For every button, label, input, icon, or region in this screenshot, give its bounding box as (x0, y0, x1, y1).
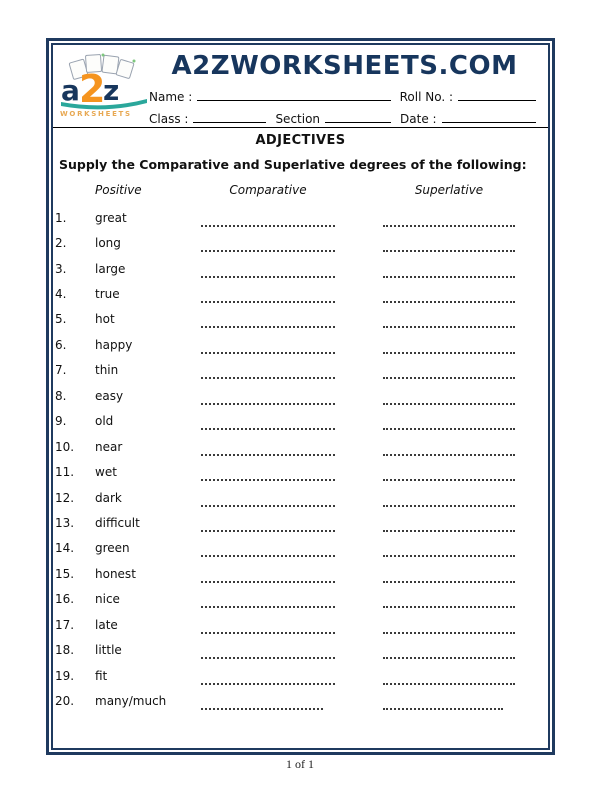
instruction-text: Supply the Comparative and Superlative degrees of the following: (59, 157, 527, 172)
superlative-blank (383, 369, 515, 379)
item-number: 16. (55, 592, 75, 607)
list-item (55, 281, 548, 306)
item-word: true (95, 287, 120, 302)
item-number: 5. (55, 312, 67, 327)
item-number: 10. (55, 439, 75, 454)
page-number: 1 of 1 (286, 757, 314, 771)
column-header-spacer (335, 183, 383, 197)
item-word: hot (95, 312, 115, 327)
superlative-blank (383, 293, 515, 303)
comparative-blank (201, 497, 335, 507)
comparative-blank (201, 268, 335, 278)
item-word: fit (95, 668, 108, 683)
logo-letter: 2 (79, 67, 106, 111)
comparative-blank (201, 318, 335, 328)
roll-no-label: Roll No. : (399, 90, 453, 104)
item-word: near (95, 439, 123, 454)
list-item (55, 332, 548, 357)
comparative-blank (201, 242, 335, 252)
column-header-spacer (55, 183, 95, 197)
superlative-blank (383, 344, 515, 354)
superlative-blank (383, 471, 515, 481)
item-word: green (95, 541, 130, 556)
comparative-blank (201, 675, 335, 685)
list-item (55, 383, 548, 408)
item-word: wet (95, 465, 117, 480)
item-number: 15. (55, 566, 75, 581)
name-line (197, 87, 390, 101)
list-item (55, 510, 548, 535)
sparkle-icon (102, 54, 105, 57)
superlative-blank (383, 522, 515, 532)
item-number: 18. (55, 643, 75, 658)
superlative-blank (383, 700, 503, 710)
superlative-blank (383, 497, 515, 507)
item-number: 2. (55, 236, 67, 251)
item-word: happy (95, 337, 133, 352)
comparative-blank (201, 624, 335, 634)
item-number: 14. (55, 541, 75, 556)
date-line (442, 109, 536, 123)
worksheet-title: ADJECTIVES (255, 133, 346, 148)
logo-letter: z (103, 74, 120, 107)
sparkle-icon (133, 60, 136, 63)
superlative-blank (383, 675, 515, 685)
name-label: Name : (149, 90, 193, 104)
superlative-blank (383, 624, 515, 634)
item-word: nice (95, 592, 120, 607)
comparative-blank (201, 598, 335, 608)
page-frame (46, 38, 555, 755)
item-word: difficult (95, 515, 140, 530)
item-number: 4. (55, 287, 67, 302)
comparative-blank (201, 522, 335, 532)
class-label: Class : (149, 112, 189, 126)
items-list (55, 205, 548, 714)
item-word: large (95, 261, 126, 276)
list-item (55, 256, 548, 281)
comparative-blank (201, 369, 335, 379)
comparative-blank (201, 649, 335, 659)
list-item (55, 307, 548, 332)
list-item (55, 536, 548, 561)
page-frame-inner (51, 43, 550, 750)
comparative-blank (201, 547, 335, 557)
comparative-blank (201, 293, 335, 303)
list-item (55, 358, 548, 383)
item-word: long (95, 236, 121, 251)
date-label: Date : (400, 112, 437, 126)
comparative-blank (201, 471, 335, 481)
item-number: 1. (55, 210, 67, 225)
superlative-blank (383, 573, 515, 583)
list-item (55, 561, 548, 586)
item-number: 19. (55, 668, 75, 683)
item-word: great (95, 210, 127, 225)
comparative-blank (201, 446, 335, 456)
item-number: 11. (55, 465, 75, 480)
list-item (55, 409, 548, 434)
list-item (55, 205, 548, 230)
column-header-comparative: Comparative (229, 183, 307, 197)
item-number: 7. (55, 363, 67, 378)
superlative-blank (383, 268, 515, 278)
comparative-blank (201, 420, 335, 430)
item-word: thin (95, 363, 119, 378)
list-item (55, 637, 548, 662)
item-number: 13. (55, 515, 75, 530)
comparative-blank (201, 395, 335, 405)
column-header-positive: Positive (95, 183, 142, 197)
superlative-blank (383, 420, 515, 430)
comparative-blank (201, 344, 335, 354)
item-word: little (95, 643, 122, 658)
list-item (55, 688, 548, 713)
item-word: easy (95, 388, 124, 403)
header-fields-row-1 (149, 87, 536, 104)
superlative-blank (383, 395, 515, 405)
comparative-blank (201, 700, 323, 710)
superlative-blank (383, 598, 515, 608)
list-item (55, 612, 548, 637)
list-item (55, 485, 548, 510)
list-item (55, 459, 548, 484)
brand-logo (59, 51, 155, 119)
item-number: 6. (55, 337, 67, 352)
item-number: 17. (55, 617, 75, 632)
item-number: 9. (55, 414, 67, 429)
column-header-superlative: Superlative (414, 183, 484, 197)
class-line (193, 109, 266, 123)
header-fields-row-2 (149, 109, 536, 126)
item-number: 3. (55, 261, 67, 276)
item-word: old (95, 414, 114, 429)
a2z-logo-icon (59, 51, 155, 119)
item-number: 20. (55, 694, 75, 709)
item-word: late (95, 617, 118, 632)
list-item (55, 663, 548, 688)
header-separator (53, 127, 548, 128)
list-item (55, 230, 548, 255)
superlative-blank (383, 649, 515, 659)
superlative-blank (383, 217, 515, 227)
logo-letter: a (61, 74, 80, 107)
item-number: 12. (55, 490, 75, 505)
logo-subtext: WORKSHEETS (60, 110, 132, 118)
site-title: A2ZWORKSHEETS.COM (171, 51, 518, 81)
column-headers (55, 183, 548, 197)
roll-no-line (458, 87, 536, 101)
section-line (325, 109, 391, 123)
item-word: many/much (95, 694, 167, 709)
list-item (55, 434, 548, 459)
superlative-blank (383, 318, 515, 328)
comparative-blank (201, 573, 335, 583)
superlative-blank (383, 446, 515, 456)
item-number: 8. (55, 388, 67, 403)
item-word: dark (95, 490, 122, 505)
comparative-blank (201, 217, 335, 227)
superlative-blank (383, 547, 515, 557)
item-word: honest (95, 566, 136, 581)
section-label: Section (275, 112, 321, 126)
superlative-blank (383, 242, 515, 252)
list-item (55, 587, 548, 612)
